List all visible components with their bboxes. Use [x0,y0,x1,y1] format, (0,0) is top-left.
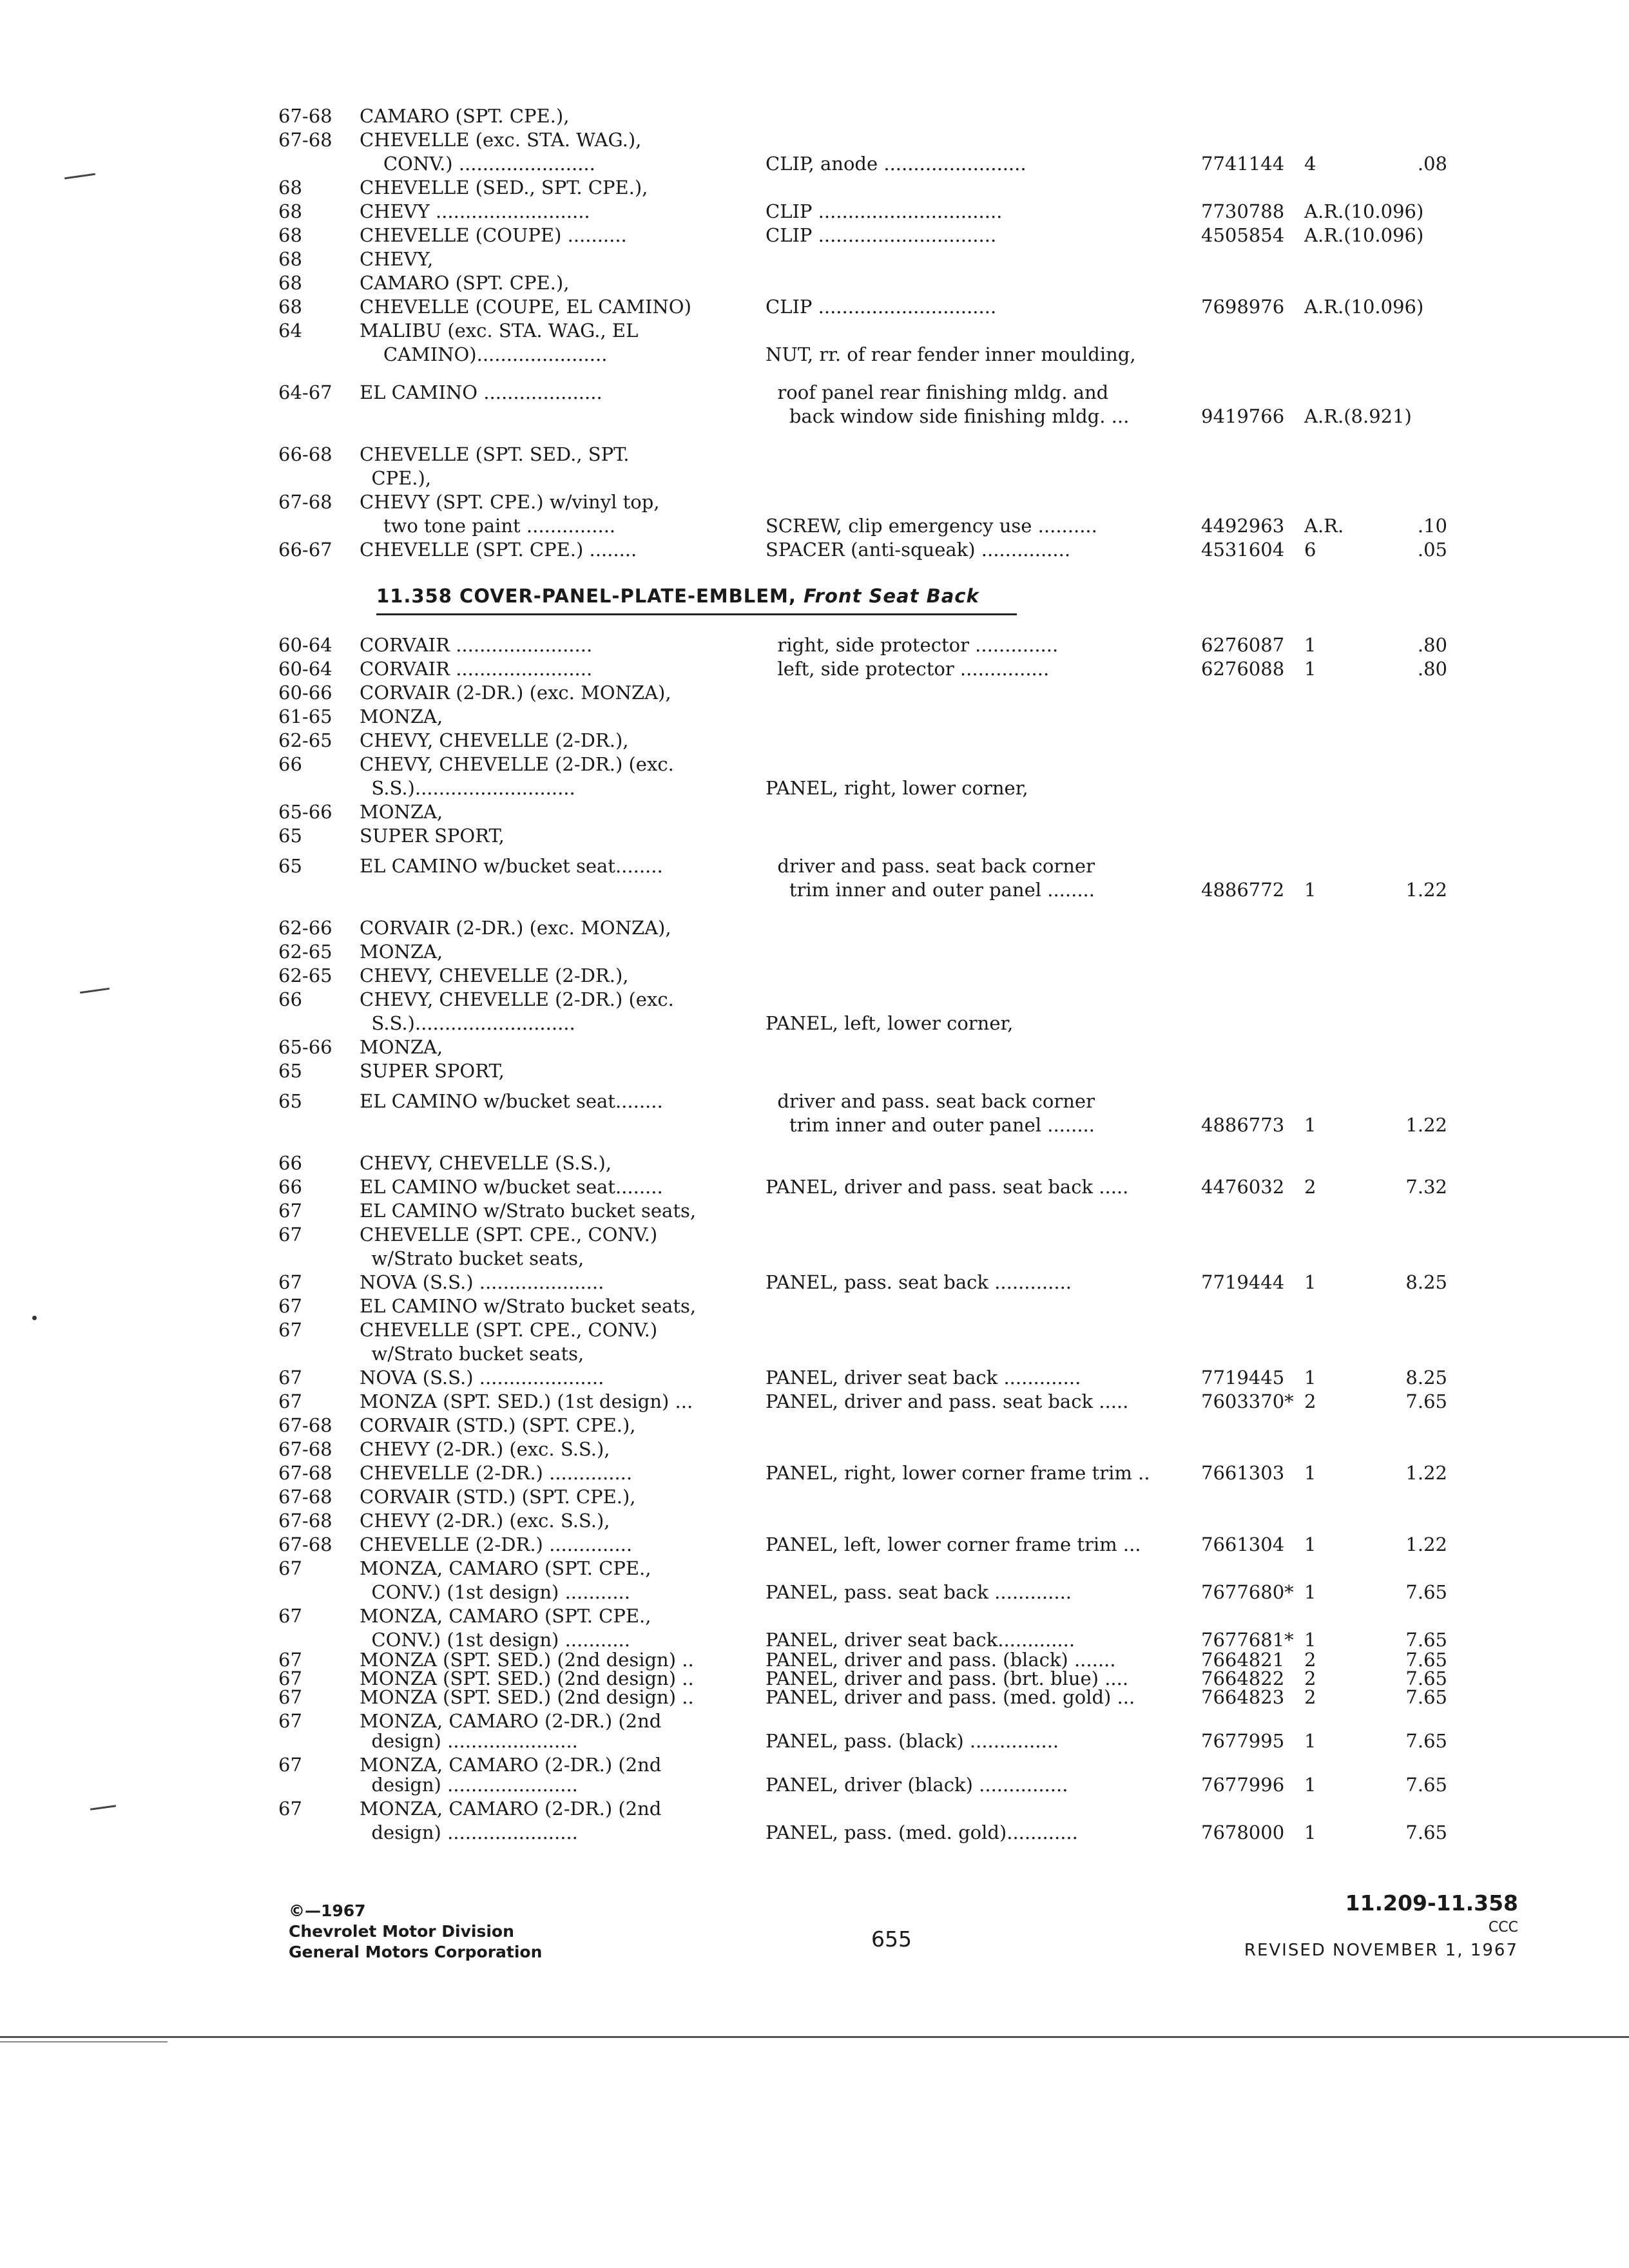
row-vehicle: CHEVELLE (exc. STA. WAG.), [360,129,642,151]
row-part-description: back window side finishing mldg. ... [766,405,1130,427]
row-vehicle: CHEVELLE (SED., SPT. CPE.), [360,177,648,198]
row-part-number: 4886772 [1201,879,1285,901]
footer-publisher [289,1901,542,1963]
row-part-description: SCREW, clip emergency use .......... [766,515,1097,537]
row-part-description: trim inner and outer panel ........ [766,1114,1095,1136]
row-vehicle: design) ...................... [360,1774,578,1796]
row-part-description: NUT, rr. of rear fender inner moulding, [766,343,1136,365]
row-vehicle: MONZA (SPT. SED.) (2nd design) .. [360,1649,694,1671]
row-vehicle: EL CAMINO w/bucket seat........ [360,855,663,877]
row-year: 66 [278,1176,302,1198]
row-part-number: 7677680* [1201,1581,1294,1603]
row-price: 7.65 [1405,1581,1447,1603]
row-price: .80 [1417,658,1447,680]
row-year: 68 [278,272,302,294]
section-header [376,585,979,607]
row-vehicle: CAMINO)...................... [360,343,608,365]
row-part-number: 7698976 [1201,296,1285,318]
row-part-description: driver and pass. seat back corner [766,1090,1095,1112]
row-part-description: PANEL, driver and pass. (black) ....... [766,1649,1116,1671]
row-vehicle: CAMARO (SPT. CPE.), [360,272,570,294]
row-quantity: 2 [1304,1649,1316,1671]
row-year: 65 [278,1060,302,1082]
row-vehicle: CHEVELLE (SPT. CPE.) ........ [360,539,637,561]
row-vehicle: MONZA, CAMARO (SPT. CPE., [360,1557,651,1579]
row-part-description: CLIP .............................. [766,224,997,246]
row-year: 65 [278,1090,302,1112]
row-year: 67-68 [278,105,333,127]
row-vehicle: CHEVELLE (SPT. SED., SPT. [360,443,630,465]
row-price: 8.25 [1405,1271,1447,1293]
row-vehicle: EL CAMINO w/Strato bucket seats, [360,1200,697,1222]
row-part-number: 6276087 [1201,634,1285,656]
row-vehicle: CORVAIR ....................... [360,634,593,656]
row-vehicle: CORVAIR (STD.) (SPT. CPE.), [360,1414,636,1436]
row-vehicle: two tone paint ............... [360,515,616,537]
row-year: 66-68 [278,443,333,465]
row-vehicle: CHEVY (2-DR.) (exc. S.S.), [360,1510,610,1532]
row-vehicle: CHEVY, CHEVELLE (S.S.), [360,1152,612,1174]
row-price: 7.65 [1405,1774,1447,1796]
row-vehicle: SUPER SPORT, [360,1060,505,1082]
row-price: 1.22 [1405,1533,1447,1555]
row-part-description: PANEL, left, lower corner frame trim ... [766,1533,1141,1555]
footer-corporation: General Motors Corporation [289,1943,543,1961]
row-quantity: A.R.(8.921) [1304,405,1412,427]
row-part-number: 9419766 [1201,405,1285,427]
row-price: 1.22 [1405,1462,1447,1484]
row-price: .10 [1417,515,1447,537]
row-part-description: PANEL, right, lower corner, [766,777,1028,799]
row-vehicle: CHEVELLE (2-DR.) .............. [360,1462,633,1484]
row-part-description: PANEL, left, lower corner, [766,1012,1014,1034]
row-vehicle: SUPER SPORT, [360,825,505,847]
row-year: 66 [278,753,302,775]
row-vehicle: CHEVELLE (COUPE) .......... [360,224,627,246]
row-quantity: 2 [1304,1390,1316,1412]
page-number: 655 [871,1927,912,1952]
footer-revised: REVISED NOVEMBER 1, 1967 [1244,1941,1518,1960]
footer-range: 11.209-11.358 [1345,1890,1518,1916]
row-vehicle: CHEVY, CHEVELLE (2-DR.), [360,965,629,986]
row-vehicle: S.S.)........................... [360,1012,575,1034]
row-price: .80 [1417,634,1447,656]
row-part-description: CLIP .............................. [766,296,997,318]
row-year: 66-67 [278,539,333,561]
row-quantity: 1 [1304,1114,1316,1136]
row-vehicle: CHEVY .......................... [360,200,590,222]
row-part-description: PANEL, driver and pass. (med. gold) ... [766,1686,1135,1708]
row-year: 67-68 [278,1486,333,1508]
row-part-number: 7664822 [1201,1667,1285,1689]
section-subtitle: Front Seat Back [804,585,979,607]
footer-division: Chevrolet Motor Division [289,1922,514,1941]
row-vehicle: MONZA, CAMARO (2-DR.) (2nd [360,1798,662,1820]
row-vehicle: CPE.), [360,467,432,489]
row-part-number: 7664821 [1201,1649,1285,1671]
row-quantity: 1 [1304,1821,1316,1843]
row-year: 68 [278,200,302,222]
row-vehicle: w/Strato bucket seats, [360,1247,584,1269]
row-price: 7.65 [1405,1730,1447,1752]
row-part-description: CLIP, anode ........................ [766,153,1027,175]
row-price: 7.65 [1405,1629,1447,1651]
row-year: 67 [278,1649,302,1671]
row-part-number: 7677996 [1201,1774,1285,1796]
row-part-number: 4505854 [1201,224,1285,246]
row-quantity: 1 [1304,634,1316,656]
row-part-description: PANEL, right, lower corner frame trim .. [766,1462,1150,1484]
row-year: 67-68 [278,1462,333,1484]
row-quantity: A.R.(10.096) [1304,224,1424,246]
row-vehicle: CHEVELLE (COUPE, EL CAMINO) [360,296,691,318]
row-vehicle: MONZA, [360,941,443,963]
row-vehicle: MONZA, CAMARO (SPT. CPE., [360,1605,651,1627]
row-vehicle: MONZA, CAMARO (2-DR.) (2nd [360,1710,662,1732]
row-year: 65-66 [278,1036,333,1058]
margin-punch-mark [90,1805,116,1811]
row-vehicle: CORVAIR (STD.) (SPT. CPE.), [360,1486,636,1508]
row-vehicle: MONZA (SPT. SED.) (2nd design) .. [360,1667,694,1689]
row-part-description: trim inner and outer panel ........ [766,879,1095,901]
row-year: 60-64 [278,634,333,656]
row-price: 7.65 [1405,1390,1447,1412]
row-year: 65 [278,825,302,847]
bottom-rule-secondary [0,2041,168,2042]
row-vehicle: w/Strato bucket seats, [360,1343,584,1365]
row-vehicle: CONV.) (1st design) ........... [360,1629,630,1651]
row-vehicle: MALIBU (exc. STA. WAG., EL [360,320,639,341]
row-part-number: 6276088 [1201,658,1285,680]
row-year: 67 [278,1367,302,1389]
footer-copyright: ©—1967 [289,1901,366,1920]
row-part-description: left, side protector ............... [766,658,1050,680]
footer-revision [1199,1890,1518,1961]
row-year: 67 [278,1295,302,1317]
row-quantity: A.R.(10.096) [1304,200,1424,222]
section-header-underline [376,613,1017,615]
row-year: 66 [278,988,302,1010]
row-part-number: 4492963 [1201,515,1285,537]
row-year: 64 [278,320,302,341]
row-quantity: 6 [1304,539,1316,561]
row-vehicle: CONV.) ....................... [360,153,595,175]
row-part-number: 7664823 [1201,1686,1285,1708]
row-part-number: 7677995 [1201,1730,1285,1752]
row-vehicle: CONV.) (1st design) ........... [360,1581,630,1603]
row-year: 67 [278,1557,302,1579]
row-vehicle: CHEVELLE (2-DR.) .............. [360,1533,633,1555]
row-quantity: 1 [1304,879,1316,901]
row-part-description: driver and pass. seat back corner [766,855,1095,877]
row-vehicle: EL CAMINO w/bucket seat........ [360,1090,663,1112]
row-part-number: 7730788 [1201,200,1285,222]
row-vehicle: EL CAMINO w/bucket seat........ [360,1176,663,1198]
row-year: 65-66 [278,801,333,823]
row-quantity: 1 [1304,1462,1316,1484]
row-vehicle: CAMARO (SPT. CPE.), [360,105,570,127]
row-year: 68 [278,248,302,270]
row-vehicle: EL CAMINO .................... [360,381,602,403]
row-part-number: 7603370* [1201,1390,1294,1412]
row-price: 7.65 [1405,1686,1447,1708]
row-year: 60-64 [278,658,333,680]
row-price: 7.32 [1405,1176,1447,1198]
row-vehicle: design) ...................... [360,1821,578,1843]
row-price: 1.22 [1405,879,1447,901]
footer-code: CCC [1488,1919,1518,1936]
row-year: 67 [278,1686,302,1708]
row-year: 67-68 [278,129,333,151]
row-quantity: 2 [1304,1176,1316,1198]
row-year: 66 [278,1152,302,1174]
row-part-description: SPACER (anti-squeak) ............... [766,539,1071,561]
row-part-number: 7677681* [1201,1629,1294,1651]
row-vehicle: MONZA, CAMARO (2-DR.) (2nd [360,1754,662,1776]
row-part-number: 7741144 [1201,153,1285,175]
row-year: 68 [278,296,302,318]
row-part-number: 7661304 [1201,1533,1285,1555]
row-vehicle: CORVAIR ....................... [360,658,593,680]
row-year: 67 [278,1798,302,1820]
row-part-description: right, side protector .............. [766,634,1059,656]
row-quantity: 1 [1304,1581,1316,1603]
row-year: 64-67 [278,381,333,403]
row-vehicle: CHEVELLE (SPT. CPE., CONV.) [360,1224,658,1245]
section-number: 11.358 [376,585,452,607]
row-quantity: 1 [1304,1629,1316,1651]
row-quantity: A.R.(10.096) [1304,296,1424,318]
row-vehicle: CORVAIR (2-DR.) (exc. MONZA), [360,917,671,939]
row-price: 1.22 [1405,1114,1447,1136]
row-quantity: 1 [1304,1533,1316,1555]
row-year: 62-66 [278,917,333,939]
row-year: 68 [278,224,302,246]
row-vehicle: design) ...................... [360,1730,578,1752]
row-vehicle: MONZA, [360,801,443,823]
row-year: 67-68 [278,1533,333,1555]
row-vehicle: CHEVELLE (SPT. CPE., CONV.) [360,1319,658,1341]
row-vehicle: CHEVY, CHEVELLE (2-DR.) (exc. [360,753,674,775]
row-year: 67 [278,1605,302,1627]
row-vehicle: MONZA (SPT. SED.) (2nd design) .. [360,1686,694,1708]
row-year: 67 [278,1667,302,1689]
row-vehicle: NOVA (S.S.) ..................... [360,1367,604,1389]
row-part-description: CLIP ............................... [766,200,1003,222]
row-part-number: 7719445 [1201,1367,1285,1389]
row-quantity: 1 [1304,1271,1316,1293]
row-vehicle: EL CAMINO w/Strato bucket seats, [360,1295,697,1317]
row-price: 7.65 [1405,1667,1447,1689]
row-vehicle: CHEVY (SPT. CPE.) w/vinyl top, [360,491,660,513]
row-year: 62-65 [278,965,333,986]
row-quantity: 2 [1304,1667,1316,1689]
row-vehicle: S.S.)........................... [360,777,575,799]
row-price: .08 [1417,153,1447,175]
row-part-number: 7661303 [1201,1462,1285,1484]
row-year: 67-68 [278,1414,333,1436]
row-part-number: 7719444 [1201,1271,1285,1293]
row-vehicle: MONZA, [360,706,443,727]
row-year: 67-68 [278,491,333,513]
row-vehicle: CHEVY, [360,248,434,270]
row-part-description: PANEL, pass. (black) ............... [766,1730,1059,1752]
row-vehicle: MONZA (SPT. SED.) (1st design) ... [360,1390,693,1412]
row-year: 67 [278,1224,302,1245]
row-year: 67-68 [278,1510,333,1532]
row-price: 8.25 [1405,1367,1447,1389]
row-price: 7.65 [1405,1821,1447,1843]
row-quantity: 1 [1304,1774,1316,1796]
row-year: 68 [278,177,302,198]
row-year: 67 [278,1390,302,1412]
margin-punch-mark [64,173,95,180]
row-part-number: 4476032 [1201,1176,1285,1198]
row-vehicle: CHEVY, CHEVELLE (2-DR.) (exc. [360,988,674,1010]
row-quantity: 1 [1304,658,1316,680]
row-quantity: 1 [1304,1367,1316,1389]
row-vehicle: MONZA, [360,1036,443,1058]
row-quantity: 4 [1304,153,1316,175]
row-year: 67 [278,1710,302,1732]
row-vehicle: CORVAIR (2-DR.) (exc. MONZA), [360,682,671,704]
row-part-description: PANEL, driver seat back ............. [766,1367,1081,1389]
row-vehicle: CHEVY (2-DR.) (exc. S.S.), [360,1438,610,1460]
row-quantity: 1 [1304,1730,1316,1752]
row-quantity: 2 [1304,1686,1316,1708]
row-price: 7.65 [1405,1649,1447,1671]
section-title: COVER-PANEL-PLATE-EMBLEM, [459,585,796,607]
row-vehicle: CHEVY, CHEVELLE (2-DR.), [360,729,629,751]
row-part-description: PANEL, driver and pass. seat back ..... [766,1390,1129,1412]
row-part-number: 4886773 [1201,1114,1285,1136]
row-year: 62-65 [278,729,333,751]
row-price: .05 [1417,539,1447,561]
row-year: 67 [278,1271,302,1293]
margin-dot [32,1316,37,1320]
row-vehicle: NOVA (S.S.) ..................... [360,1271,604,1293]
row-year: 67-68 [278,1438,333,1460]
row-year: 65 [278,855,302,877]
row-part-description: PANEL, driver and pass. seat back ..... [766,1176,1129,1198]
row-year: 62-65 [278,941,333,963]
row-part-description: PANEL, driver and pass. (brt. blue) .... [766,1667,1129,1689]
row-year: 67 [278,1200,302,1222]
row-year: 67 [278,1754,302,1776]
row-part-description: roof panel rear finishing mldg. and [766,381,1109,403]
row-quantity: A.R. [1304,515,1344,537]
bottom-rule [0,2036,1629,2038]
row-part-number: 7678000 [1201,1821,1285,1843]
row-part-description: PANEL, pass. (med. gold)............ [766,1821,1078,1843]
margin-punch-mark [80,988,110,994]
row-year: 67 [278,1319,302,1341]
row-year: 60-66 [278,682,333,704]
row-year: 61-65 [278,706,333,727]
row-part-description: PANEL, driver seat back............. [766,1629,1075,1651]
row-part-description: PANEL, pass. seat back ............. [766,1271,1072,1293]
row-part-description: PANEL, driver (black) ............... [766,1774,1068,1796]
row-part-description: PANEL, pass. seat back ............. [766,1581,1072,1603]
row-part-number: 4531604 [1201,539,1285,561]
